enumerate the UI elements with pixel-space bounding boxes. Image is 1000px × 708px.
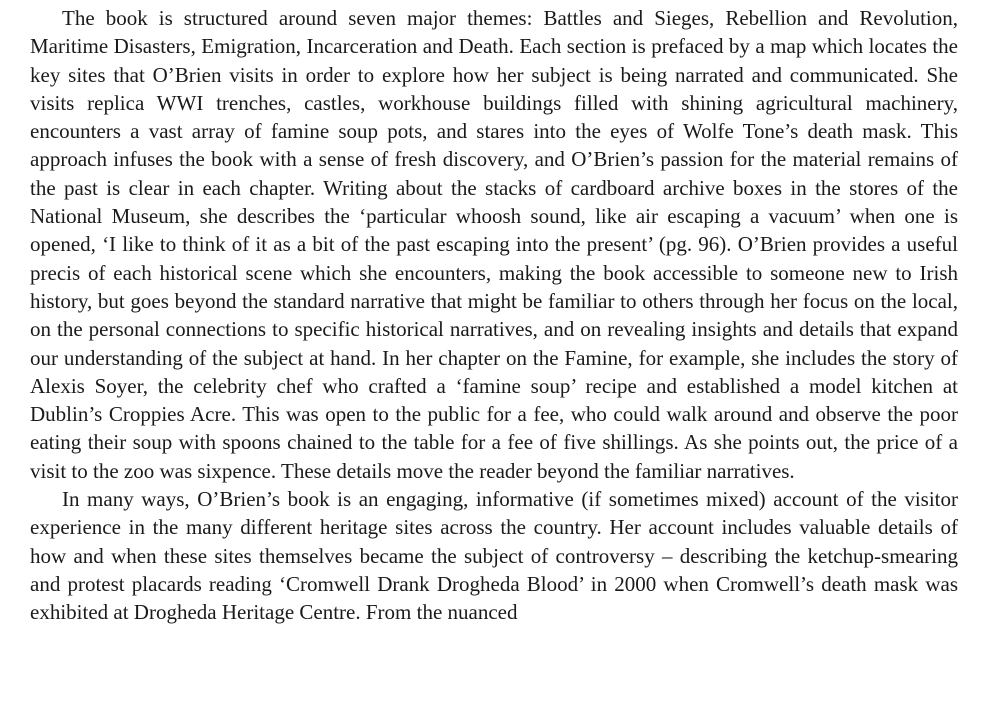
paragraph-themes: The book is structured around seven major themes: Battles and Sieges, Rebellion and Revolution, Maritime Disasters, Emigration, Incarceration and Death. Each section is prefaced by a map which locates the key sites that O’Brien visits in order to explore how her subject is being narrated and communicated. She visits replica WWI trenches, castles, workhouse buildings filled with shining agricultural machinery, encounters a vast array of famine soup pots, and stares into the eyes of Wolfe Tone’s death mask. This approach infuses the book with a sense of fresh discovery, and O’Brien’s passion for the material remains of the past is clear in each chapter. Writing about the stacks of cardboard archive boxes in the stores of the National Museum, she describes the ‘particular whoosh sound, like air escaping a vacuum’ when one is opened, ‘I like to think of it as a bit of the past escaping into the present’ (pg. 96). O’Brien provides a useful precis of each historical scene which she encounters, making the book accessible to someone new to Irish history, but goes beyond the standard narrative that might be familiar to others through her focus on the local, on the personal connections to specific historical narratives, and on revealing insights and details that expand our understanding of the subject at hand. In her chapter on the Famine, for example, she includes the story of Alexis Soyer, the celebrity chef who crafted a ‘famine soup’ recipe and established a model kitchen at Dublin’s Croppies Acre. This was open to the public for a fee, who could walk around and observe the poor eating their soup with spoons chained to the table for a fee of five shillings. As she points out, the price of a visit to the zoo was sixpence. These details move the reader beyond the familiar narratives. bbox=[30, 6, 958, 483]
page-top-edge bbox=[0, 0, 1000, 4]
paragraph-visitor-experience: In many ways, O’Brien’s book is an engaging, informative (if sometimes mixed) account of the visitor experience in the many different heritage sites across the country. Her account includes valuable details of how and when these sites themselves became the subject of controversy – describing the ketchup-smearing and protest placards reading ‘Cromwell Drank Drogheda Blood’ in 2000 when Cromwell’s death mask was exhibited at Drogheda Heritage Centre. From the nuanced bbox=[30, 487, 958, 625]
document-page bbox=[30, 4, 958, 627]
